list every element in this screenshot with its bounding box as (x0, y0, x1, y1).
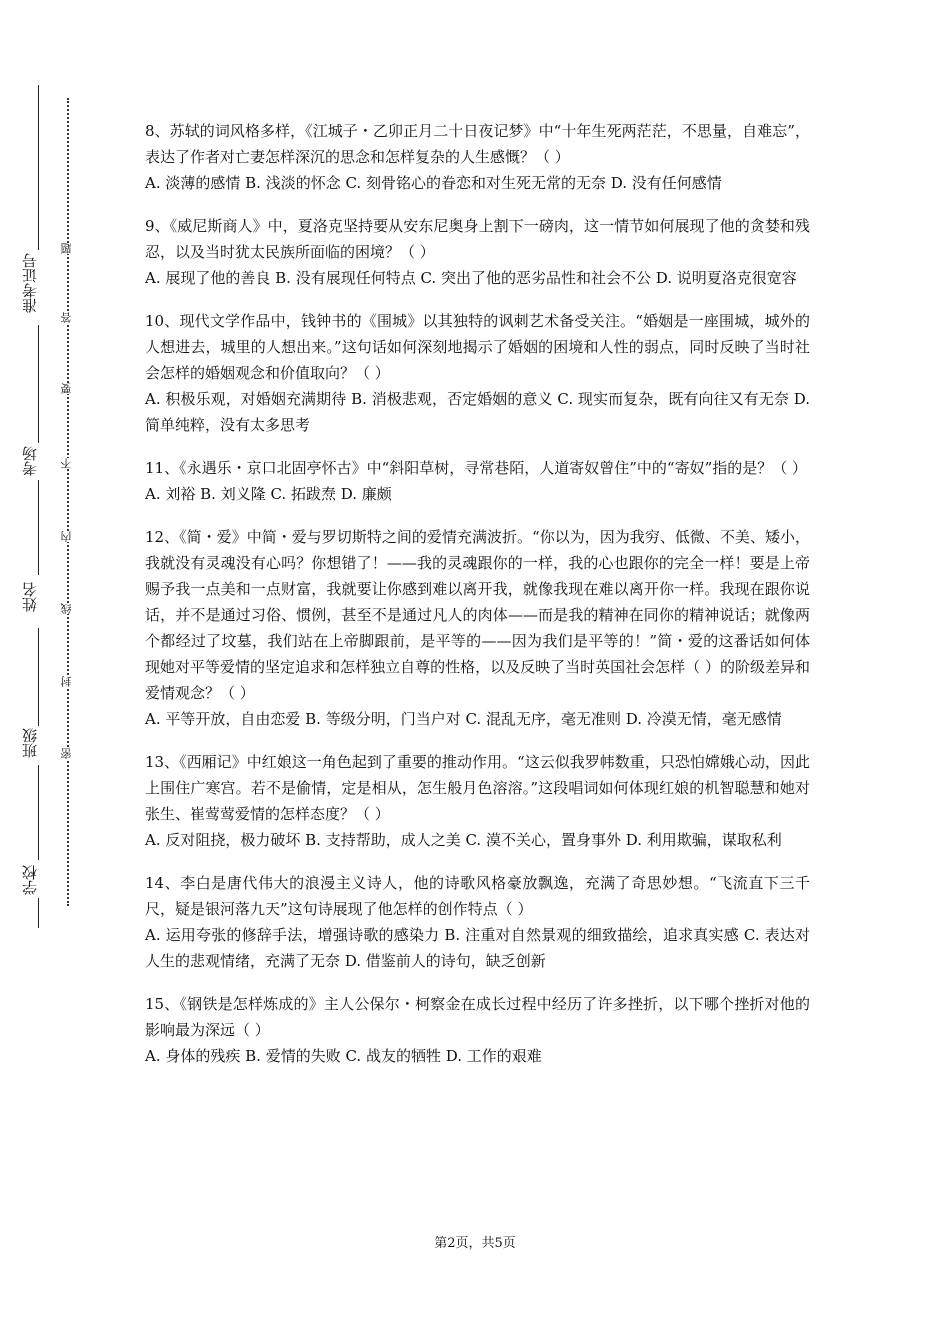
question-options: A. 积极乐观，对婚姻充满期待 B. 消极悲观，否定婚姻的意义 C. 现实而复杂，既有向往又有无奈 D. 简单纯粹，没有太多思考 (145, 390, 810, 434)
question-stem: 12、《简・爱》中简・爱与罗切斯特之间的爱情充满波折。“你以为，因为我穷、低微、不美、矮小，我就没有灵魂没有心吗？你想错了！——我的灵魂跟你的一样，我的心也跟你的完全一样！要是上帝赐予我一点美和一点财富，我就要让你感到难以离开我，就像我现在难以离开你一样。我现在跟你说话，并不是通过习俗、惯例，甚至不是通过凡人的肉体——而是我的精神在同你的精神说话；就像两个都经过了坟墓，我们站在上帝脚跟前，是平等的——因为我们是平等的！”简・爱的这番话如何体现她对平等爱情的坚定追求和怎样独立自尊的性格，以及反映了当时英国社会怎样（ ）的阶级差异和爱情观念？（ ） (145, 528, 810, 702)
seal-char: 密 (60, 748, 76, 759)
question-options: A. 展现了他的善良 B. 没有展现任何特点 C. 突出了他的恶劣品性和社会不公 D. 说明夏洛克很宽容 (145, 269, 797, 287)
question-list (145, 118, 810, 1086)
question-options: A. 运用夸张的修辞手法，增强诗歌的感染力 B. 注重对自然景观的细致描绘，追求真实感 C. 表达对人生的悲观情绪，充满了无奈 D. 借鉴前人的诗句，缺乏创新 (145, 926, 810, 970)
question-stem: 9、《威尼斯商人》中，夏洛克坚持要从安东尼奥身上割下一磅肉，这一情节如何展现了他的贪婪和残忍，以及当时犹太民族所面临的困境？（ ） (145, 217, 810, 261)
question-stem: 10、现代文学作品中，钱钟书的《围城》以其独特的讽刺艺术备受关注。“婚姻是一座围城，城外的人想进去，城里的人想出来。”这句话如何深刻地揭示了婚姻的困境和人性的弱点，同时反映了当时社会怎样的婚姻观念和价值取向？（ ） (145, 312, 810, 382)
seal-char: 封 (60, 676, 76, 687)
field-line (38, 325, 39, 443)
field-label-name: 姓名 (21, 582, 39, 612)
question-stem: 14、李白是唐代伟大的浪漫主义诗人，他的诗歌风格豪放飘逸，充满了奇思妙想。“飞流直下三千尺，疑是银河落九天”这句诗展现了他怎样的创作特点（ ） (145, 874, 810, 918)
seal-char: 题 (60, 243, 76, 254)
question-9 (145, 213, 810, 291)
question-stem: 15、《钢铁是怎样炼成的》主人公保尔・柯察金在成长过程中经历了许多挫折，以下哪个挫折对他的影响最为深远（ ） (145, 995, 810, 1039)
question-stem: 11、《永遇乐・京口北固亭怀古》中“斜阳草树，寻常巷陌，人道寄奴曾住”中的“寄奴”指的是？（ ） (145, 459, 808, 477)
question-10 (145, 308, 810, 438)
seal-char: 不 (60, 458, 76, 469)
question-13 (145, 749, 810, 853)
seal-char: 内 (60, 531, 76, 542)
question-12 (145, 524, 810, 732)
question-15 (145, 991, 810, 1069)
question-14 (145, 870, 810, 974)
question-options: A. 反对阻挠，极力破坏 B. 支持帮助，成人之美 C. 漠不关心，置身事外 D. 利用欺骗，谋取私利 (145, 831, 782, 849)
page-number: 第2页，共5页 (434, 1236, 516, 1251)
question-options: A. 身体的残疾 B. 爱情的失败 C. 战友的牺牲 D. 工作的艰难 (145, 1047, 542, 1065)
question-options: A. 平等开放，自由恋爱 B. 等级分明，门当户对 C. 混乱无序，毫无准则 D. 冷漠无情，毫无感情 (145, 710, 782, 728)
question-stem: 13、《西厢记》中红娘这一角色起到了重要的推动作用。“这云似我罗帏数重，只恐怕嫦娥心动，因此上围住广寒宫。若不是偷情，定是相从，怎生般月色溶溶。”这段唱词如何体现红娘的机智聪慧和她对张生、崔莺莺爱情的怎样态度？（ ） (145, 753, 810, 823)
question-8 (145, 118, 810, 196)
seal-char: 线 (60, 603, 76, 614)
question-options: A. 淡薄的感情 B. 浅淡的怀念 C. 刻骨铭心的眷恋和对生死无常的无奈 D. 没有任何感情 (145, 174, 722, 192)
field-label-exam-room: 考场 (21, 446, 39, 476)
field-line (38, 480, 39, 575)
question-stem: 8、苏轼的词风格多样，《江城子・乙卯正月二十日夜记梦》中“十年生死两茫茫，不思量，自难忘”，表达了作者对亡妻怎样深沉的思念和怎样复杂的人生感慨？（ ） (145, 122, 810, 166)
question-11 (145, 455, 810, 507)
question-options: A. 刘裕 B. 刘义隆 C. 拓跋焘 D. 廉颇 (145, 485, 392, 503)
field-line (38, 85, 39, 250)
field-label-exam-number: 准考证号 (21, 253, 39, 313)
field-label-school: 学校 (21, 865, 39, 895)
field-line (38, 898, 39, 928)
seal-char: 答 (60, 312, 76, 323)
field-line (38, 628, 39, 726)
seal-dotted-line (67, 98, 69, 906)
field-label-class: 班级 (21, 728, 39, 758)
field-line (38, 765, 39, 860)
seal-char: 要 (60, 383, 76, 394)
